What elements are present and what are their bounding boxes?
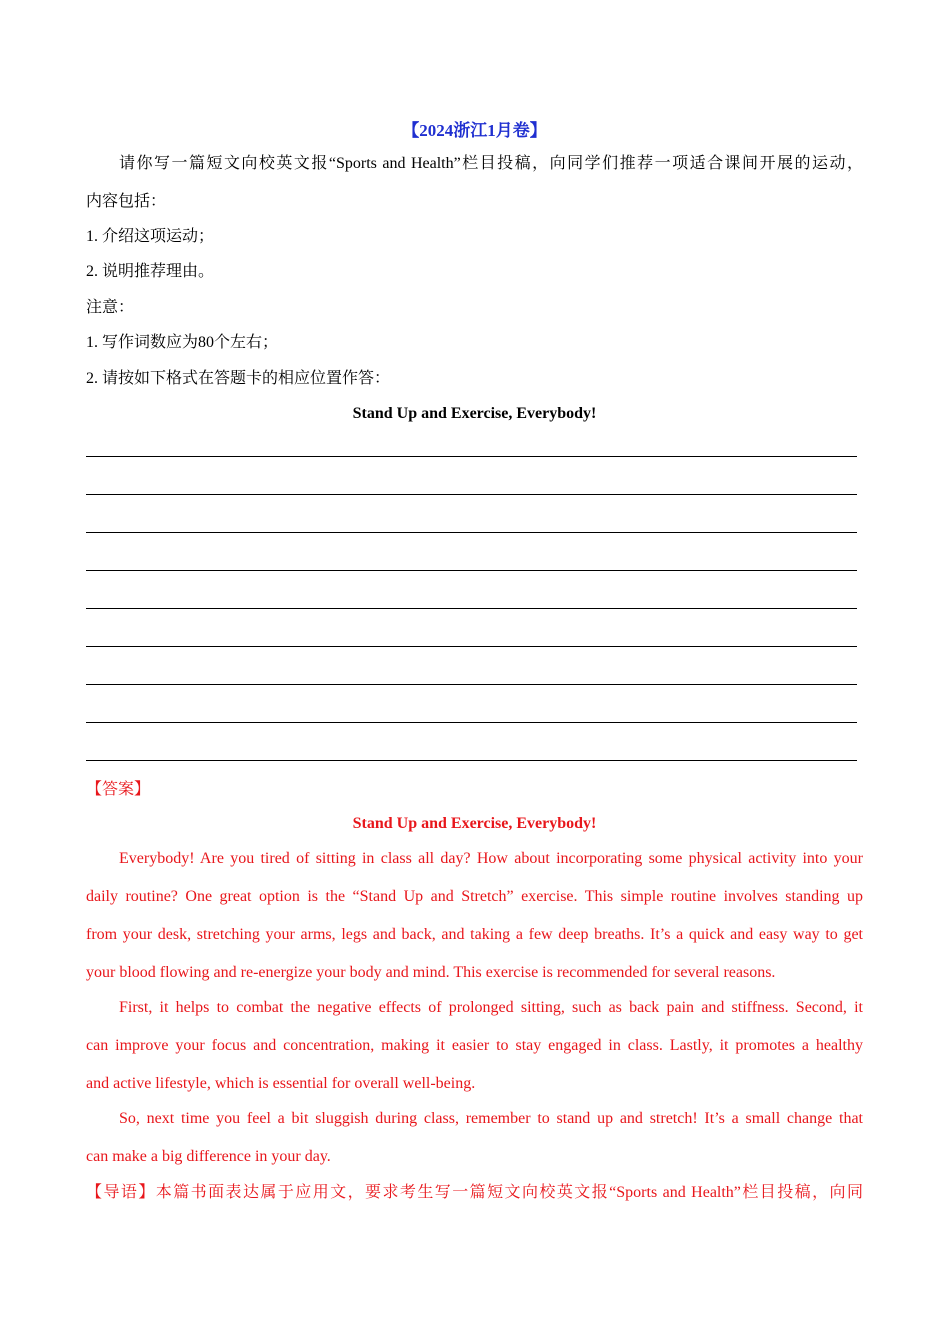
answer-blank-line — [86, 722, 857, 723]
answer-blank-line — [86, 760, 857, 761]
answer-blank-line — [86, 646, 857, 647]
answer-paragraph-1-line-3: from your desk, stretching your arms, legs and back, and taking a few deep breaths. It’s a quick and easy way to get — [86, 926, 863, 943]
answer-paragraph-3-line-1: So, next time you feel a bit sluggish during class, remember to stand up and stretch! It’s a small change that — [119, 1110, 863, 1127]
prompt-item-2: 2. 说明推荐理由。 — [86, 263, 215, 280]
answer-blank-line — [86, 532, 857, 533]
guide-label: 【导语】 — [86, 1184, 156, 1201]
exam-source-heading: 【2024浙江1月卷】 — [402, 121, 547, 140]
answer-blank-line — [86, 456, 857, 457]
guide-line — [86, 1183, 863, 1203]
notice-item-2: 2. 请按如下格式在答题卡的相应位置作答： — [86, 370, 391, 387]
answer-paragraph-2-line-3: and active lifestyle, which is essential for overall well-being. — [86, 1075, 476, 1092]
notice-item-1: 1. 写作词数应为80个左右； — [86, 334, 279, 351]
answer-label: 【答案】 — [86, 781, 151, 798]
answer-paragraph-2-line-2: can improve your focus and concentration, making it easier to stay engaged in class. Lastly, it promotes a healthy — [86, 1037, 863, 1054]
answer-paragraph-1-line-1: Everybody! Are you tired of sitting in class all day? How about incorporating some physical activity into your — [119, 850, 863, 867]
essay-title: Stand Up and Exercise, Everybody! — [352, 405, 597, 422]
answer-paragraph-1-line-4: your blood flowing and re-energize your body and mind. This exercise is recommended for several reasons. — [86, 964, 776, 981]
guide-text: 本篇书面表达属于应用文，要求考生写一篇短文向校英文报“Sports and Health”栏目投稿，向同 — [155, 1184, 863, 1201]
answer-paragraph-1-line-2: daily routine? One great option is the “Stand Up and Stretch” exercise. This simple routine involves standing up — [86, 888, 863, 905]
answer-paragraph-2-line-1: First, it helps to combat the negative effects of prolonged sitting, such as back pain and stiffness. Second, it — [119, 999, 863, 1016]
prompt-line-2: 内容包括： — [86, 193, 167, 210]
prompt-item-1: 1. 介绍这项运动； — [86, 228, 215, 245]
answer-blank-line — [86, 608, 857, 609]
answer-blank-line — [86, 494, 857, 495]
answer-title: Stand Up and Exercise, Everybody! — [352, 815, 597, 832]
notice-label: 注意： — [86, 299, 135, 316]
answer-paragraph-3-line-2: can make a big difference in your day. — [86, 1148, 331, 1165]
answer-blank-line — [86, 684, 857, 685]
prompt-line-1: 请你写一篇短文向校英文报“Sports and Health”栏目投稿，向同学们推荐一项适合课间开展的运动， — [119, 155, 863, 172]
answer-blank-line — [86, 570, 857, 571]
